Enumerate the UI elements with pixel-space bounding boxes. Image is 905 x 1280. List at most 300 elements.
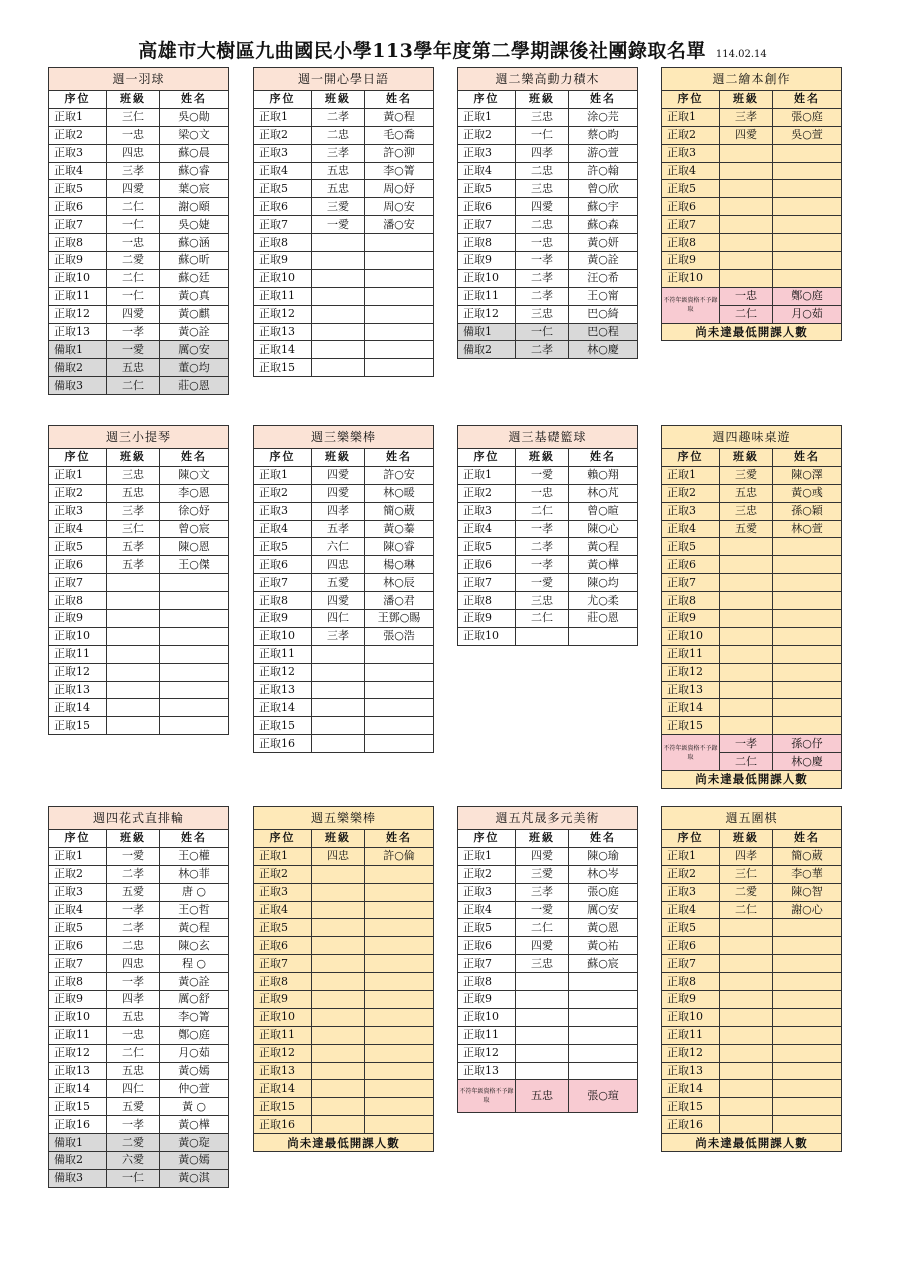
- rank-cell: 正取3: [49, 144, 107, 162]
- name-cell: 簡○葳: [773, 847, 842, 865]
- table-row: [49, 699, 229, 717]
- class-cell: 三仁: [107, 108, 160, 126]
- name-cell: [773, 645, 842, 663]
- class-cell: [720, 1008, 773, 1026]
- table-row: [49, 1116, 229, 1134]
- name-cell: 張○庭: [773, 108, 842, 126]
- class-cell: 五忠: [312, 162, 365, 180]
- class-cell: 四孝: [516, 144, 569, 162]
- name-cell: 陳○澤: [773, 466, 842, 484]
- rank-cell: 正取9: [49, 610, 107, 628]
- table-row: [662, 681, 842, 699]
- table-row: [49, 955, 229, 973]
- rank-cell: 正取9: [49, 252, 107, 270]
- rank-cell: 正取5: [49, 180, 107, 198]
- column-header-name: 姓名: [773, 91, 842, 109]
- class-cell: 二愛: [107, 252, 160, 270]
- rank-cell: 正取11: [254, 287, 312, 305]
- rank-cell: 正取7: [662, 955, 720, 973]
- rank-cell: 正取3: [662, 502, 720, 520]
- table-row: [458, 1062, 638, 1080]
- table-row: [254, 252, 434, 270]
- class-cell: [720, 645, 773, 663]
- name-cell: 黃○彧: [773, 484, 842, 502]
- name-cell: [773, 937, 842, 955]
- table-row: [49, 919, 229, 937]
- table-row: [49, 520, 229, 538]
- class-cell: 五忠: [516, 1080, 569, 1113]
- name-cell: 厲○安: [569, 901, 638, 919]
- rank-cell: 正取6: [662, 556, 720, 574]
- name-cell: 吳○萱: [773, 126, 842, 144]
- table-row: [49, 287, 229, 305]
- club-title: 週二繪本創作: [662, 68, 842, 91]
- class-cell: [312, 305, 365, 323]
- name-cell: 蘇○晨: [160, 144, 229, 162]
- rank-cell: 正取1: [662, 466, 720, 484]
- name-cell: 厲○舒: [160, 991, 229, 1009]
- name-cell: [773, 991, 842, 1009]
- class-cell: [720, 234, 773, 252]
- name-cell: 王○哲: [160, 901, 229, 919]
- name-cell: [365, 901, 434, 919]
- column-header-name: 姓名: [569, 830, 638, 848]
- class-cell: [516, 627, 569, 645]
- rank-cell: 正取7: [662, 574, 720, 592]
- name-cell: 蘇○森: [569, 216, 638, 234]
- rank-cell: 正取8: [458, 592, 516, 610]
- name-cell: [569, 973, 638, 991]
- rank-cell: 正取3: [662, 883, 720, 901]
- name-cell: [365, 252, 434, 270]
- class-cell: 一孝: [107, 323, 160, 341]
- club-title: 週五圍棋: [662, 807, 842, 830]
- table-row: [458, 538, 638, 556]
- column-header-name: 姓名: [160, 449, 229, 467]
- column-header-class: 班級: [312, 91, 365, 109]
- name-cell: [773, 627, 842, 645]
- column-header-position: 序位: [662, 830, 720, 848]
- class-cell: 二仁: [720, 753, 773, 771]
- table-row: [458, 847, 638, 865]
- table-row: [49, 1134, 229, 1152]
- rank-cell: 備取1: [49, 341, 107, 359]
- name-cell: [773, 198, 842, 216]
- rank-cell: 正取16: [254, 1116, 312, 1134]
- ineligible-label: 不符年級資格不予錄取: [458, 1080, 516, 1113]
- table-row: [49, 627, 229, 645]
- name-cell: 黃○詮: [160, 323, 229, 341]
- rank-cell: 正取3: [458, 144, 516, 162]
- table-row: [254, 556, 434, 574]
- table-row: [458, 269, 638, 287]
- class-cell: 四仁: [312, 610, 365, 628]
- rank-cell: 正取11: [49, 1026, 107, 1044]
- table-row: [49, 937, 229, 955]
- rank-cell: 正取7: [254, 216, 312, 234]
- name-cell: [160, 663, 229, 681]
- table-row: [49, 484, 229, 502]
- name-cell: [773, 955, 842, 973]
- rank-cell: 正取13: [254, 1062, 312, 1080]
- class-cell: 二孝: [107, 865, 160, 883]
- rank-cell: 正取13: [254, 323, 312, 341]
- name-cell: 陳○均: [569, 574, 638, 592]
- rank-cell: 正取7: [458, 574, 516, 592]
- name-cell: [569, 627, 638, 645]
- table-row: [49, 305, 229, 323]
- rank-cell: 正取9: [254, 610, 312, 628]
- rank-cell: 正取12: [662, 1044, 720, 1062]
- table-row: [662, 108, 842, 126]
- class-cell: [720, 627, 773, 645]
- name-cell: 林○暖: [365, 484, 434, 502]
- name-cell: 李○恩: [160, 484, 229, 502]
- table-row: [458, 955, 638, 973]
- table-row: [662, 466, 842, 484]
- name-cell: [773, 574, 842, 592]
- rank-cell: 正取3: [458, 883, 516, 901]
- column-header-name: 姓名: [773, 830, 842, 848]
- class-cell: [312, 287, 365, 305]
- name-cell: 張○瑄: [569, 1080, 638, 1113]
- table-row: [458, 973, 638, 991]
- table-row: [254, 973, 434, 991]
- class-cell: [516, 1026, 569, 1044]
- name-cell: 曾○宸: [160, 520, 229, 538]
- rank-cell: 正取4: [254, 520, 312, 538]
- name-cell: [365, 287, 434, 305]
- club-title: 週三樂樂棒: [254, 426, 434, 449]
- table-row: [662, 663, 842, 681]
- class-cell: 一愛: [312, 216, 365, 234]
- table-row: [254, 847, 434, 865]
- table-row: [49, 1169, 229, 1187]
- class-cell: [312, 323, 365, 341]
- table-row: [254, 538, 434, 556]
- table-row: [254, 1116, 434, 1134]
- name-cell: 林○慶: [569, 341, 638, 359]
- class-cell: [720, 1098, 773, 1116]
- rank-cell: 正取11: [49, 645, 107, 663]
- rank-cell: 正取4: [662, 162, 720, 180]
- rank-cell: 正取8: [662, 592, 720, 610]
- name-cell: [773, 919, 842, 937]
- table-row: [49, 1044, 229, 1062]
- class-cell: [720, 991, 773, 1009]
- rank-cell: 備取3: [49, 377, 107, 395]
- rank-cell: 正取1: [458, 108, 516, 126]
- column-header-position: 序位: [49, 91, 107, 109]
- rank-cell: 正取12: [49, 305, 107, 323]
- name-cell: [365, 735, 434, 753]
- class-cell: 二孝: [516, 269, 569, 287]
- table-row: [254, 108, 434, 126]
- name-cell: 陳○睿: [365, 538, 434, 556]
- club-table: [661, 67, 841, 341]
- name-cell: 尤○柔: [569, 592, 638, 610]
- name-cell: 鄭○庭: [160, 1026, 229, 1044]
- rank-cell: 正取16: [49, 1116, 107, 1134]
- rank-cell: 正取9: [458, 252, 516, 270]
- name-cell: [773, 162, 842, 180]
- class-cell: [720, 1044, 773, 1062]
- class-cell: [312, 901, 365, 919]
- name-cell: 蔡○昀: [569, 126, 638, 144]
- table-row: [254, 323, 434, 341]
- name-cell: 蘇○廷: [160, 269, 229, 287]
- table-row: [254, 198, 434, 216]
- class-cell: [312, 919, 365, 937]
- table-row: [254, 901, 434, 919]
- column-header-position: 序位: [254, 91, 312, 109]
- table-row: [662, 1044, 842, 1062]
- table-row: [662, 538, 842, 556]
- table-row: [254, 937, 434, 955]
- class-cell: 一孝: [516, 520, 569, 538]
- table-row: [49, 162, 229, 180]
- class-cell: [312, 1062, 365, 1080]
- name-cell: 林○辰: [365, 574, 434, 592]
- name-cell: [160, 627, 229, 645]
- name-cell: [160, 645, 229, 663]
- rank-cell: 正取10: [662, 269, 720, 287]
- name-cell: [773, 663, 842, 681]
- name-cell: [773, 1098, 842, 1116]
- rank-cell: 正取3: [254, 883, 312, 901]
- rank-cell: 正取11: [458, 1026, 516, 1044]
- class-cell: 一仁: [107, 287, 160, 305]
- table-row: [458, 144, 638, 162]
- table-row: [49, 198, 229, 216]
- rank-cell: 正取6: [662, 198, 720, 216]
- name-cell: 黃○嫣: [160, 1062, 229, 1080]
- table-row: [662, 592, 842, 610]
- name-cell: [773, 717, 842, 735]
- class-cell: 三忠: [516, 592, 569, 610]
- rank-cell: 正取8: [254, 973, 312, 991]
- name-cell: [160, 574, 229, 592]
- table-row: [254, 1026, 434, 1044]
- rank-cell: 正取13: [49, 681, 107, 699]
- name-cell: [365, 1062, 434, 1080]
- rank-cell: 正取5: [458, 180, 516, 198]
- table-row: [49, 681, 229, 699]
- table-row: [254, 234, 434, 252]
- table-row: [254, 574, 434, 592]
- rank-cell: 備取1: [49, 1134, 107, 1152]
- column-header-name: 姓名: [365, 91, 434, 109]
- class-cell: [720, 198, 773, 216]
- rank-cell: 正取2: [254, 865, 312, 883]
- name-cell: [365, 865, 434, 883]
- name-cell: [365, 919, 434, 937]
- table-row: [662, 901, 842, 919]
- table-row: [254, 144, 434, 162]
- name-cell: 鄭○庭: [773, 287, 842, 305]
- class-cell: 一忠: [516, 484, 569, 502]
- column-header-class: 班級: [312, 830, 365, 848]
- table-row: [254, 627, 434, 645]
- table-row: [662, 502, 842, 520]
- club-title: 週三基礎籃球: [458, 426, 638, 449]
- class-cell: 一仁: [107, 1169, 160, 1187]
- class-cell: [312, 1116, 365, 1134]
- rank-cell: 正取7: [254, 574, 312, 592]
- name-cell: [773, 144, 842, 162]
- club-title: 週一開心學日語: [254, 68, 434, 91]
- table-row: [458, 162, 638, 180]
- rank-cell: 正取9: [662, 252, 720, 270]
- rank-cell: 正取2: [254, 484, 312, 502]
- class-cell: 三孝: [107, 502, 160, 520]
- rank-cell: 正取1: [458, 847, 516, 865]
- table-row: [458, 108, 638, 126]
- class-cell: [312, 1080, 365, 1098]
- name-cell: [569, 1008, 638, 1026]
- table-row: [458, 323, 638, 341]
- column-header-class: 班級: [516, 449, 569, 467]
- club-table: [48, 425, 228, 735]
- class-cell: [516, 991, 569, 1009]
- class-cell: [516, 1008, 569, 1026]
- table-row: [49, 1152, 229, 1170]
- table-row: [49, 883, 229, 901]
- rank-cell: 正取10: [662, 627, 720, 645]
- table-row: [254, 1080, 434, 1098]
- table-row: [458, 1044, 638, 1062]
- class-cell: 二仁: [516, 919, 569, 937]
- class-cell: 五忠: [312, 180, 365, 198]
- name-cell: 月○茹: [160, 1044, 229, 1062]
- table-row: [254, 955, 434, 973]
- rank-cell: 正取15: [254, 1098, 312, 1116]
- name-cell: 黃○詮: [160, 973, 229, 991]
- date-text: 114.02.14: [715, 49, 767, 60]
- rank-cell: 正取11: [49, 287, 107, 305]
- rank-cell: 正取1: [254, 108, 312, 126]
- rank-cell: 正取10: [254, 269, 312, 287]
- class-cell: 一愛: [107, 847, 160, 865]
- class-cell: [312, 735, 365, 753]
- column-header-class: 班級: [720, 449, 773, 467]
- class-cell: 二孝: [312, 108, 365, 126]
- rank-cell: 正取12: [254, 305, 312, 323]
- table-row: [458, 216, 638, 234]
- name-cell: [365, 1044, 434, 1062]
- column-header-class: 班級: [516, 830, 569, 848]
- class-cell: [720, 919, 773, 937]
- class-cell: 一仁: [107, 216, 160, 234]
- class-cell: 五孝: [312, 520, 365, 538]
- table-row: [49, 973, 229, 991]
- rank-cell: 正取6: [254, 556, 312, 574]
- name-cell: 游○萱: [569, 144, 638, 162]
- class-cell: 四忠: [312, 556, 365, 574]
- class-cell: 四忠: [107, 955, 160, 973]
- rank-cell: 正取9: [49, 991, 107, 1009]
- table-row: [458, 937, 638, 955]
- club-title: 週五樂樂棒: [254, 807, 434, 830]
- rank-cell: 正取5: [254, 538, 312, 556]
- rank-cell: 正取5: [254, 919, 312, 937]
- club-title: 週四趣味桌遊: [662, 426, 842, 449]
- name-cell: [365, 234, 434, 252]
- table-row: [458, 865, 638, 883]
- table-row: [49, 108, 229, 126]
- class-cell: 三仁: [720, 865, 773, 883]
- table-row: [49, 991, 229, 1009]
- table-row: [49, 663, 229, 681]
- table-row: [662, 574, 842, 592]
- name-cell: 張○浩: [365, 627, 434, 645]
- table-row: [662, 269, 842, 287]
- rank-cell: 備取2: [49, 359, 107, 377]
- rank-cell: 正取4: [458, 520, 516, 538]
- class-cell: 二仁: [516, 502, 569, 520]
- club-table: [457, 425, 637, 646]
- rank-cell: 正取2: [458, 126, 516, 144]
- name-cell: [365, 883, 434, 901]
- class-cell: [720, 937, 773, 955]
- rank-cell: 正取16: [254, 735, 312, 753]
- table-row: [458, 1008, 638, 1026]
- table-row: [254, 663, 434, 681]
- name-cell: 黃○琁: [160, 1134, 229, 1152]
- class-cell: [720, 538, 773, 556]
- name-cell: [773, 234, 842, 252]
- name-cell: 厲○安: [160, 341, 229, 359]
- rank-cell: 正取6: [458, 556, 516, 574]
- class-cell: 三忠: [107, 466, 160, 484]
- rank-cell: 正取4: [49, 162, 107, 180]
- table-row: [662, 1080, 842, 1098]
- class-cell: 四愛: [107, 305, 160, 323]
- table-row: [458, 574, 638, 592]
- club-table: [253, 425, 433, 753]
- table-row: [254, 520, 434, 538]
- minimum-enrollment-note: 尚未達最低開課人數: [662, 1134, 842, 1152]
- rank-cell: 正取15: [254, 359, 312, 377]
- table-row: [662, 1026, 842, 1044]
- column-header-name: 姓名: [160, 830, 229, 848]
- table-row: [662, 180, 842, 198]
- class-cell: [720, 269, 773, 287]
- name-cell: [365, 699, 434, 717]
- table-row: [458, 592, 638, 610]
- class-cell: 二孝: [516, 538, 569, 556]
- name-cell: 黃○真: [160, 287, 229, 305]
- name-cell: [365, 663, 434, 681]
- rank-cell: 正取9: [254, 991, 312, 1009]
- class-cell: 三孝: [312, 627, 365, 645]
- rank-cell: 正取3: [254, 502, 312, 520]
- name-cell: [569, 1044, 638, 1062]
- table-row: [49, 1062, 229, 1080]
- class-cell: [312, 341, 365, 359]
- table-row: [49, 144, 229, 162]
- class-cell: [720, 1062, 773, 1080]
- table-row: [254, 699, 434, 717]
- name-cell: 孫○穎: [773, 502, 842, 520]
- name-cell: 涂○芫: [569, 108, 638, 126]
- rank-cell: 正取6: [49, 937, 107, 955]
- table-row: [254, 269, 434, 287]
- name-cell: [365, 1080, 434, 1098]
- rank-cell: 正取3: [662, 144, 720, 162]
- rank-cell: 正取6: [49, 556, 107, 574]
- class-cell: [312, 681, 365, 699]
